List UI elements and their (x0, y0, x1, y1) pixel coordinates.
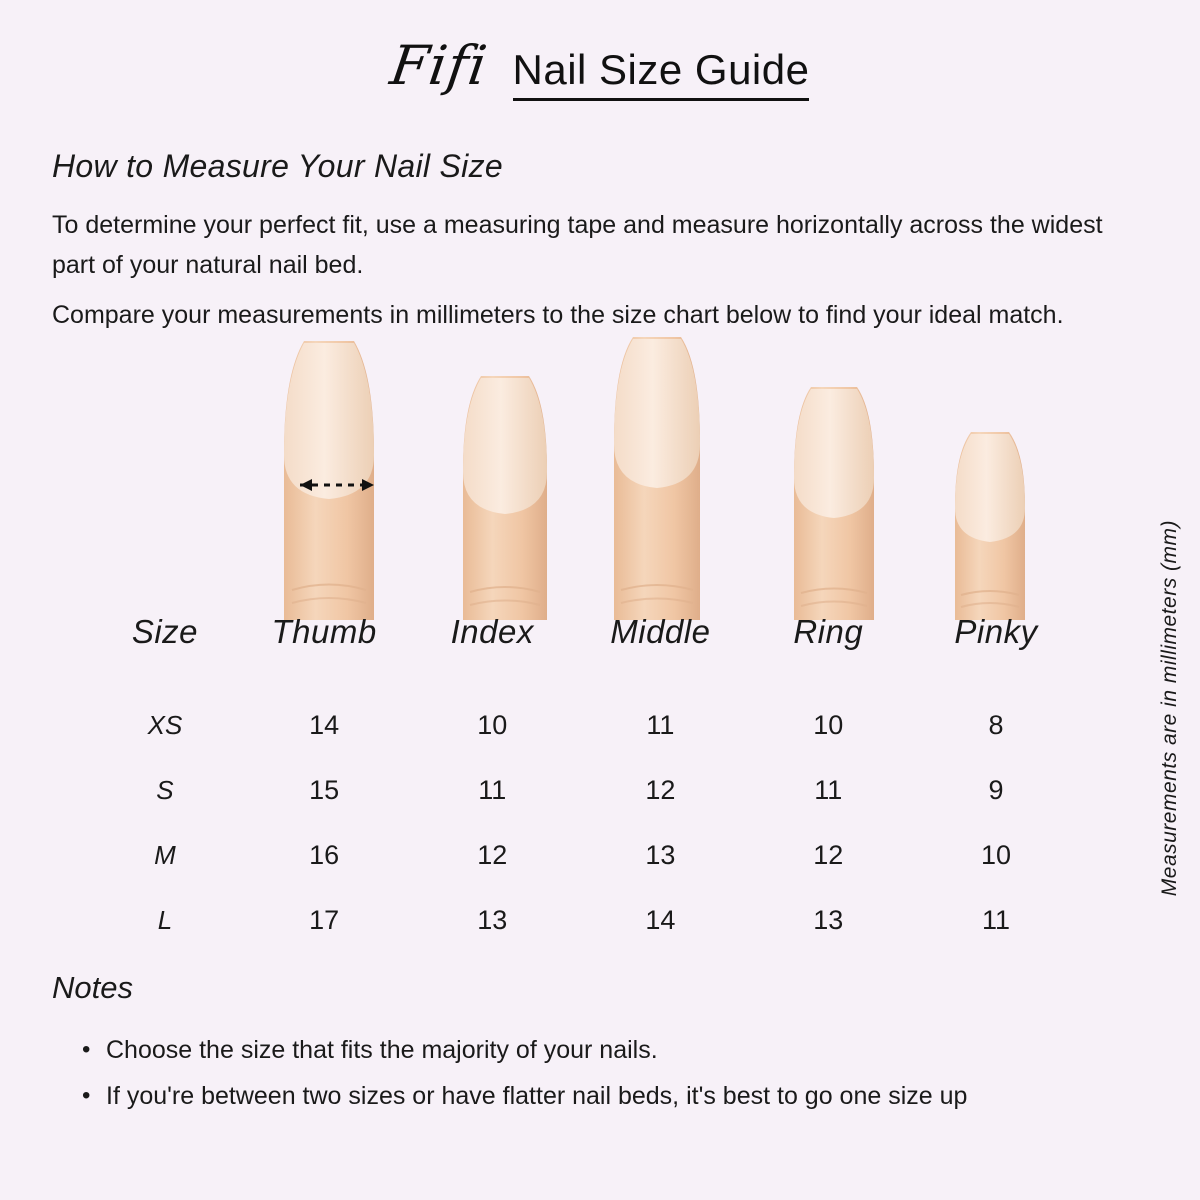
column-header-ring: Ring (793, 613, 864, 650)
page-title: Nail Size Guide (513, 46, 810, 101)
size-chart-table (90, 612, 1080, 953)
cell-index: 13 (477, 905, 508, 935)
section-subtitle: How to Measure Your Nail Size (52, 148, 503, 184)
table-row (90, 693, 1080, 758)
table-row (90, 823, 1080, 888)
cell-middle: 13 (645, 840, 676, 870)
cell-middle: 11 (646, 710, 675, 740)
nail-illustrations (0, 330, 1200, 620)
cell-thumb: 15 (309, 775, 340, 805)
cell-thumb: 17 (309, 905, 340, 935)
cell-size: L (157, 905, 173, 935)
intro-paragraph-1: To determine your perfect fit, use a measuring tape and measure horizontally across the widest part of your natural nail bed. (52, 211, 1103, 279)
cell-ring: 12 (813, 840, 844, 870)
cell-middle: 14 (645, 905, 676, 935)
nail-illustration-index (450, 370, 560, 620)
table-row (90, 888, 1080, 953)
cell-size: S (156, 775, 174, 805)
cell-size: XS (147, 710, 183, 740)
header (0, 34, 1200, 101)
cell-index: 10 (477, 710, 508, 740)
cell-ring: 13 (813, 905, 844, 935)
intro-text (52, 205, 1132, 335)
brand-name: Fifi (386, 34, 491, 97)
table-body (90, 693, 1080, 953)
cell-middle: 12 (645, 775, 676, 805)
cell-index: 11 (478, 775, 507, 805)
nail-illustration-ring (782, 382, 886, 620)
cell-index: 12 (477, 840, 508, 870)
notes-list (78, 1030, 1128, 1122)
units-note: Measurements are in millimeters (mm) (1158, 520, 1181, 897)
cell-ring: 11 (814, 775, 843, 805)
cell-pinky: 8 (988, 710, 1004, 740)
column-header-size: Size (131, 613, 199, 650)
cell-ring: 10 (813, 710, 844, 740)
column-header-index: Index (450, 613, 534, 650)
nail-illustration-pinky (944, 428, 1036, 620)
table-head (90, 612, 1080, 693)
cell-size: M (154, 840, 176, 870)
column-header-thumb: Thumb (271, 613, 377, 650)
cell-thumb: 16 (309, 840, 340, 870)
cell-thumb: 14 (309, 710, 340, 740)
notes-title: Notes (52, 970, 133, 1005)
table-header-row (90, 612, 1080, 693)
list-item: • If you're between two sizes or have flatter nail beds, it's best to go one size up (78, 1076, 1128, 1116)
column-header-pinky: Pinky (954, 613, 1038, 650)
cell-pinky: 9 (988, 775, 1004, 805)
column-header-middle: Middle (610, 613, 711, 650)
cell-pinky: 10 (981, 840, 1012, 870)
nail-illustration-thumb (268, 335, 390, 620)
cell-pinky: 11 (982, 905, 1011, 935)
list-item: • Choose the size that fits the majority of your nails. (78, 1030, 1128, 1070)
table-row (90, 758, 1080, 823)
nail-illustration-middle (600, 332, 712, 620)
intro-paragraph-2: Compare your measurements in millimeters to the size chart below to find your ideal match. (52, 301, 1064, 329)
